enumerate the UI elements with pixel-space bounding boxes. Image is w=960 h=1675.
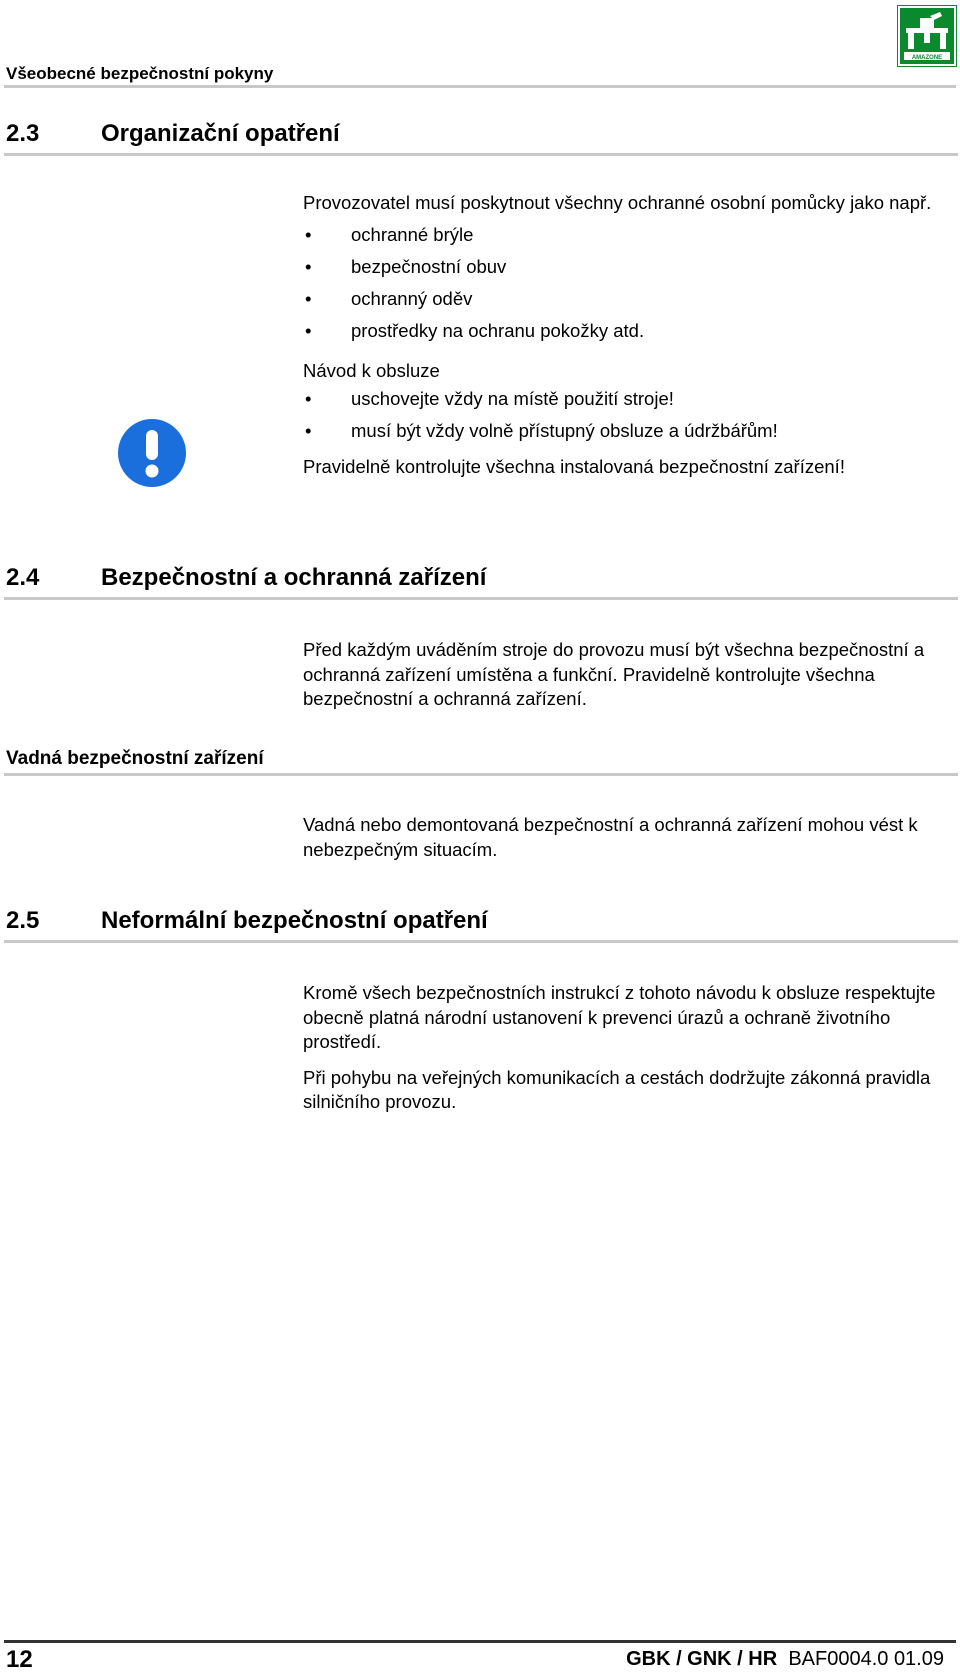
header-rule: [4, 85, 956, 88]
protective-equipment-list: [303, 219, 943, 347]
paragraph: Při pohybu na veřejných komunikacích a cestách dodržujte zákonná pravidla silničního provozu.: [303, 1066, 931, 1112]
section-number: 2.3: [6, 120, 40, 147]
list-item: • ochranné brýle: [303, 219, 943, 251]
section-number: 2.4: [6, 564, 40, 591]
section-heading-2-4: [6, 564, 486, 592]
list-item: • uschovejte vždy na místě použití stroje!: [303, 383, 943, 415]
exclamation-info-icon: [117, 418, 187, 488]
manual-heading: Návod k obsluze: [303, 359, 440, 381]
section-2-3-body: [303, 191, 943, 480]
bullet-icon: •: [305, 287, 312, 309]
amazone-logo-icon: [898, 6, 956, 66]
section-heading-2-5: [6, 907, 488, 935]
section-title: Bezpečnostní a ochranná zařízení: [101, 564, 487, 591]
list-item: • ochranný oděv: [303, 283, 943, 315]
intro-paragraph: Provozovatel musí poskytnout všechny ochranné osobní pomůcky jako např.: [303, 192, 932, 213]
model-name: GBK / GNK / HR: [626, 1648, 778, 1670]
bullet-icon: •: [305, 223, 312, 245]
section-number: 2.5: [6, 907, 40, 934]
doc-code: BAF0004.0 01.09: [788, 1648, 944, 1670]
list-item: • prostředky na ochranu pokožky atd.: [303, 315, 943, 347]
section-rule: [4, 597, 958, 600]
list-item: • musí být vždy volně přístupný obsluze a údržbářům!: [303, 415, 943, 447]
bullet-icon: •: [305, 255, 312, 277]
document-reference: [626, 1648, 944, 1671]
paragraph: Vadná nebo demontovaná bezpečnostní a ochranná zařízení mohou vést k nebezpečným situacím.: [303, 814, 918, 860]
section-rule: [4, 940, 958, 943]
running-header: Všeobecné bezpečnostní pokyny: [6, 64, 274, 83]
defective-devices-body: [303, 813, 943, 862]
footer-rule: [4, 1640, 956, 1643]
section-2-5-body: [303, 981, 943, 1115]
section-heading-2-3: [6, 120, 340, 148]
section-rule: [4, 153, 958, 156]
section-2-4-body: [303, 638, 943, 712]
bullet-icon: •: [305, 388, 312, 409]
logo-text: AMAZONE: [911, 55, 943, 61]
inspection-note: Pravidelně kontrolujte všechna instalovaná bezpečnostní zařízení!: [303, 456, 845, 477]
page-number: 12: [6, 1646, 33, 1673]
manual-list: [303, 383, 943, 447]
sub-heading-rule: [4, 773, 958, 776]
bullet-icon: •: [305, 319, 312, 341]
sub-heading: Vadná bezpečnostní zařízení: [6, 748, 264, 769]
paragraph: Kromě všech bezpečnostních instrukcí z tohoto návodu k obsluze respektujte obecně platná národní ustanovení k prevenci úrazů a ochraně životního prostředí.: [303, 982, 936, 1052]
bullet-icon: •: [305, 420, 312, 441]
list-item: • bezpečnostní obuv: [303, 251, 943, 283]
section-title: Organizační opatření: [101, 120, 340, 147]
paragraph: Před každým uváděním stroje do provozu musí být všechna bezpečnostní a ochranná zařízení umístěna a funkční. Pravidelně kontrolujte všechna bezpečnostní a ochranná zařízení.: [303, 639, 925, 709]
section-title: Neformální bezpečnostní opatření: [101, 907, 488, 934]
